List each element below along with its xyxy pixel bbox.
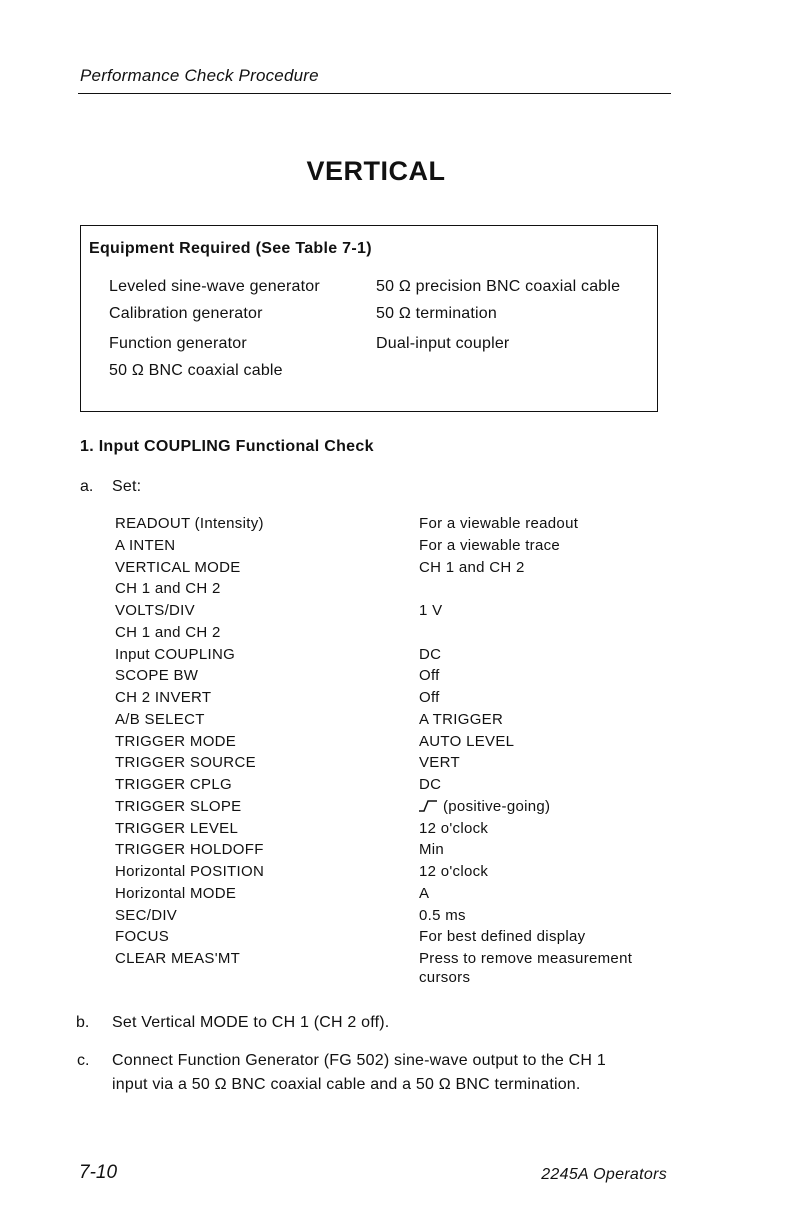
step-c-text-line1: Connect Function Generator (FG 502) sine-wave output to the CH 1 (112, 1052, 606, 1069)
setting-name: VERTICAL MODE (115, 559, 241, 576)
setting-name: TRIGGER HOLDOFF (115, 841, 264, 858)
equipment-item: Leveled sine-wave generator (109, 278, 320, 295)
step-letter-c: c. (77, 1052, 90, 1069)
step-letter-b: b. (76, 1014, 90, 1031)
setting-value: VERT (419, 754, 460, 771)
setting-name: A INTEN (115, 537, 176, 554)
setting-value: A TRIGGER (419, 711, 504, 728)
setting-value: DC (419, 776, 442, 793)
step-c-text-line2: input via a 50 Ω BNC coaxial cable and a 50 Ω BNC termination. (112, 1076, 581, 1093)
setting-name: CH 1 and CH 2 (115, 624, 221, 641)
setting-name: READOUT (Intensity) (115, 515, 264, 532)
equipment-item: Function generator (109, 335, 247, 352)
setting-value: Off (419, 667, 440, 684)
equipment-item: 50 Ω termination (376, 305, 497, 322)
setting-value: Press to remove measurement (419, 950, 633, 967)
step-b-text: Set Vertical MODE to CH 1 (CH 2 off). (112, 1014, 390, 1031)
header-rule (78, 93, 671, 94)
setting-value: 0.5 ms (419, 907, 466, 924)
setting-value: For a viewable trace (419, 537, 561, 554)
setting-name: CLEAR MEAS'MT (115, 950, 241, 967)
setting-name: SCOPE BW (115, 667, 199, 684)
setting-name: Horizontal MODE (115, 885, 237, 902)
setting-value: AUTO LEVEL (419, 733, 515, 750)
setting-name: CH 1 and CH 2 (115, 580, 221, 597)
setting-name: A/B SELECT (115, 711, 205, 728)
manual-title: 2245A Operators (541, 1166, 667, 1183)
setting-name: CH 2 INVERT (115, 689, 212, 706)
setting-name: Horizontal POSITION (115, 863, 265, 880)
setting-name: SEC/DIV (115, 907, 178, 924)
setting-value: DC (419, 646, 442, 663)
setting-value (419, 798, 550, 815)
step-title: 1. Input COUPLING Functional Check (80, 438, 374, 455)
setting-value: A (419, 885, 430, 902)
setting-value-continued: cursors (419, 969, 471, 986)
setting-name: TRIGGER MODE (115, 733, 237, 750)
setting-name: TRIGGER CPLG (115, 776, 232, 793)
setting-value: Off (419, 689, 440, 706)
equipment-item: 50 Ω BNC coaxial cable (109, 362, 283, 379)
setting-name: TRIGGER SOURCE (115, 754, 256, 771)
positive-slope-icon (419, 799, 437, 813)
running-header: Performance Check Procedure (80, 66, 319, 85)
setting-name: Input COUPLING (115, 646, 236, 663)
setting-name: TRIGGER SLOPE (115, 798, 242, 815)
equipment-item: 50 Ω precision BNC coaxial cable (376, 278, 621, 295)
section-title: VERTICAL (306, 156, 446, 186)
equipment-item: Calibration generator (109, 305, 263, 322)
setting-name: VOLTS/DIV (115, 602, 195, 619)
equipment-item: Dual-input coupler (376, 335, 510, 352)
page-number: 7-10 (79, 1162, 118, 1183)
setting-value: Min (419, 841, 445, 858)
setting-value: 1 V (419, 602, 443, 619)
setting-name: TRIGGER LEVEL (115, 820, 239, 837)
setting-value: 12 o'clock (419, 820, 489, 837)
setting-value: CH 1 and CH 2 (419, 559, 525, 576)
setting-name: FOCUS (115, 928, 169, 945)
step-a-text: Set: (112, 478, 142, 495)
setting-value: 12 o'clock (419, 863, 489, 880)
setting-value: For best defined display (419, 928, 586, 945)
step-letter-a: a. (80, 478, 94, 495)
setting-value-text: (positive-going) (443, 798, 551, 815)
setting-value: For a viewable readout (419, 515, 579, 532)
equipment-heading: Equipment Required (See Table 7-1) (89, 240, 372, 257)
